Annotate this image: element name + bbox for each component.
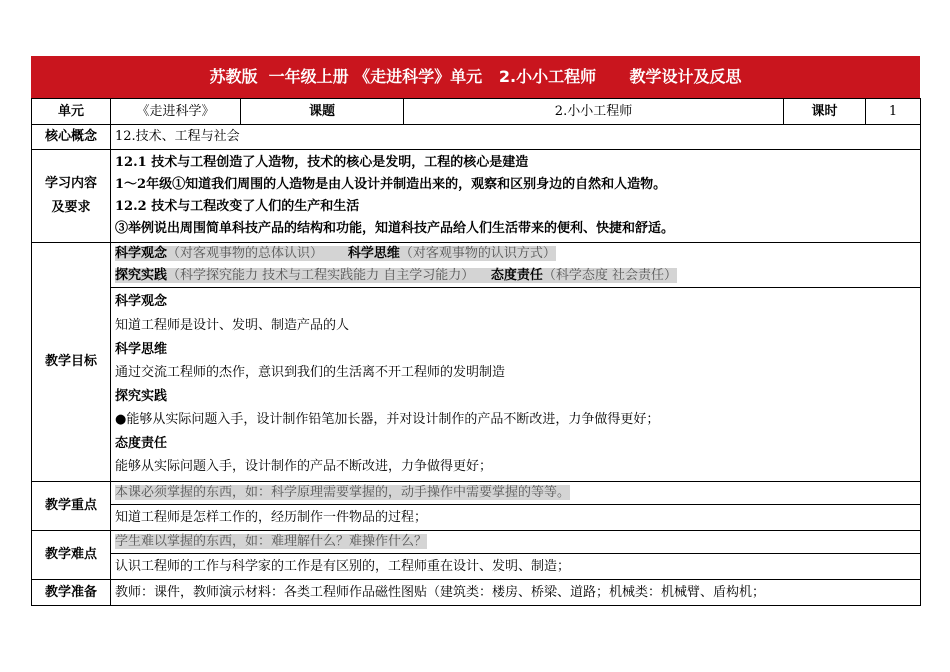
goals-legend-line (115, 243, 920, 265)
core-concept-row (32, 125, 921, 150)
goals-content (111, 288, 921, 482)
difficulties-note-row (32, 531, 921, 554)
goal-text: ●能够从实际问题入手，设计制作铅笔加长器，并对设计制作的产品不断改进，力争做得更好； (115, 412, 660, 427)
goals-legend-row (32, 243, 921, 288)
document-title: 苏教版 一年级上册 《走进科学》单元 2.小小工程师 教学设计及反思 (31, 56, 920, 98)
learning-label: 学习内容及要求 (32, 150, 111, 243)
difficulties-content-row (32, 554, 921, 580)
learning-line: 1～2年级①知道我们周围的人造物是由人设计并制造出来的，观察和区别身边的自然和人造物。 (115, 177, 667, 192)
goal-heading: 态度责任 (115, 436, 168, 451)
unit-value: 《走进科学》 (111, 99, 241, 125)
goals-legend-line (115, 265, 920, 287)
learning-line: 12.1 技术与工程创造了人造物，技术的核心是发明，工程的核心是建造 (115, 155, 529, 170)
preparation-content: 教师：课件，教师演示材料：各类工程师作品磁性图贴（建筑类：楼房、桥梁、道路；机械类：机械臂、盾构机； (111, 580, 921, 606)
goal-heading: 科学观念 (115, 294, 168, 309)
legend-highlight: 科学观念（对客观事物的总体认识） 科学思维（对客观事物的认识方式） (115, 246, 556, 261)
period-value: 1 (866, 99, 921, 125)
goals-label: 教学目标 (32, 243, 111, 482)
goals-legend (111, 243, 921, 288)
learning-row (32, 150, 921, 243)
goal-heading: 探究实践 (115, 389, 168, 404)
preparation-row (32, 580, 921, 606)
goal-text: 通过交流工程师的杰作，意识到我们的生活离不开工程师的发明制造 (115, 365, 506, 380)
goal-text: 能够从实际问题入手，设计制作的产品不断改进，力争做得更好； (115, 459, 493, 474)
key-points-note-row (32, 482, 921, 505)
goal-text: 知道工程师是设计、发明、制造产品的人 (115, 318, 350, 333)
period-label: 课时 (784, 99, 866, 125)
difficulties-note-cell (111, 531, 921, 554)
key-points-content-row (32, 505, 921, 531)
difficulties-content: 认识工程师的工作与科学家的工作是有区别的，工程师重在设计、发明、制造； (111, 554, 921, 580)
difficulties-label: 教学难点 (32, 531, 111, 580)
lesson-label: 课题 (241, 99, 404, 125)
learning-line: 12.2 技术与工程改变了人们的生产和生活 (115, 199, 360, 214)
lesson-value: 2.小小工程师 (404, 99, 784, 125)
key-points-note: 本课必须掌握的东西，如：科学原理需要掌握的，动手操作中需要掌握的等等。 (115, 485, 571, 500)
goal-heading: 科学思维 (115, 342, 168, 357)
key-points-note-cell (111, 482, 921, 505)
legend-highlight: 探究实践（科学探究能力 技术与工程实践能力 自主学习能力） 态度责任（科学态度 社会责任） (115, 268, 677, 283)
preparation-label: 教学准备 (32, 580, 111, 606)
lesson-plan-table (31, 98, 921, 606)
core-concept-value: 12.技术、工程与社会 (111, 125, 921, 150)
learning-content (111, 150, 921, 243)
learning-line: ③举例说出周围简单科技产品的结构和功能，知道科技产品给人们生活带来的便利、快捷和舒适。 (115, 221, 675, 236)
key-points-content: 知道工程师是怎样工作的，经历制作一件物品的过程； (111, 505, 921, 531)
difficulties-note: 学生难以掌握的东西，如：难理解什么？难操作什么？ (115, 534, 428, 549)
lesson-plan-page (31, 56, 920, 606)
goals-content-row (32, 288, 921, 482)
key-points-label: 教学重点 (32, 482, 111, 531)
unit-label: 单元 (32, 99, 111, 125)
header-row (32, 99, 921, 125)
core-concept-label: 核心概念 (32, 125, 111, 150)
